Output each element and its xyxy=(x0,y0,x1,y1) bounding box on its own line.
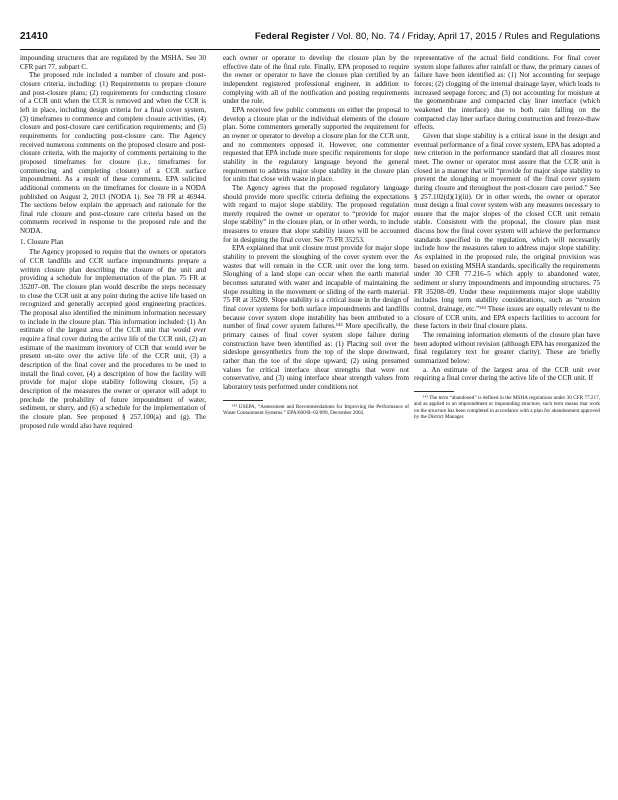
page-header xyxy=(20,29,600,45)
footnote-text: ¹⁴³ The term “abandoned” is defined in the MSHA regulations under 30 CFR 77.217, and as applied to an impoundment or impounding structure, such term means that work on the structure has been completed in accordance with a plan for abandonment approved by the District Manager. xyxy=(414,394,600,420)
paragraph: a. An estimate of the largest area of the CCR unit ever requiring a final cover during the active life of the CCR unit. If xyxy=(414,365,600,383)
page-number: 21410 xyxy=(20,31,48,42)
volume-info: / Vol. 80, No. 74 / Friday, April 17, 2015 / Rules and Regulations xyxy=(331,31,600,42)
paragraph: The remaining information elements of the closure plan have been adopted without revision (although EPA has reorganized the final regulatory text for greater clarity). These are briefly summarized below: xyxy=(414,331,600,365)
header-rule xyxy=(20,49,600,50)
paragraph: Given that slope stability is a critical issue in the design and eventual performance of a final cover system, EPA has adopted a new criterion in the performance standard that all closures must meet. The owner or operator must assure that the CCR unit is closed in a manner that will “provide for major slope stability to prevent the sloughing or movement of the final cover system during closure and throughout the post-closure care period.” See § 257.102(d)(1)(iii). Or in other words, the owner or operator must design a final cover system with any measures necessary to ensure that the major slopes of the closed CCR unit remain stable. Consistent with the proposal, the closure plan must discuss how the final cover system will achieve the performance standards specified in the regulation, which will necessarily include how the measures taken to address major slope stability. As explained in the proposed rule, the original provision was based on existing MSHA standards, specifically the requirements under 30 CFR 77.216–5 which apply to abandoned water, sediment or slurry impoundments and impounding structures. 75 FR 35208–09. Under these requirements major slope stability includes long term stability considerations, such as “erosion control, drainage, etc.”¹⁴³ These issues are equally relevant to the closure of CCR units, and EPA expects facilities to account for these factors in their final closure plans. xyxy=(414,131,600,331)
text-column-1 xyxy=(20,54,206,430)
paragraph: The proposed rule included a number of closure and post-closure criteria, including: (1) Requirements to prepare closure and post-closure plans; (2) requirements for conducting closure of a CCR unit when the CCR is removed and when the CCR is left in place, including design criteria for a final cover system, (3) timeframes to commence and complete closure activities, (4) closure and post-closure care certification requirements; and (5) requirements for conducting post-closure care. The Agency received numerous comments on the proposed closure and post-closure criteria, with the majority of comments pertaining to the proposed timeframes for closure (i.e., timeframes for commencing and completing closure) of a CCR surface impoundment. As a result of these comments, EPA solicited additional comments on the timeframes for closure in a NODA published on August 2, 2013 (NODA 1). See 78 FR at 46944. The sections below explain the approach and rationale for the final rule closure and post-closure care criteria based on the comments received in response to the proposed rule and the NODA. xyxy=(20,71,206,236)
section-heading: 1. Closure Plan xyxy=(20,237,64,246)
paragraph: EPA received few public comments on either the proposal to develop a closure plan or the individual elements of the closure plan. Some commenters generally supported the requirement for an owner or operator to develop a closure plan for the CCR unit, and no commenters opposed it. However, one commenter requested that EPA include more specific requirements for slope stability in the regulatory language beyond the general requirement to address major slope stability in the closure plan for units that close with waste in place. xyxy=(223,105,409,184)
paragraph: The Agency agrees that the proposed regulatory language should provide more specific criteria defining the expectations with regard to major slope stability. The proposed regulation merely required the owner or operator to “provide for major slope stability” in the closure plan, or in other words, to include measures to ensure that slope stability issues will be accounted for in designing the final cover. See 75 FR 35253. xyxy=(223,183,409,244)
footnote-rule xyxy=(223,400,263,401)
footnote xyxy=(223,404,409,417)
paragraph: impounding structures that are regulated by the MSHA. See 30 CFR part 77, subpart C. xyxy=(20,54,206,71)
footnote-text: ¹⁴² USEPA, “Assessment and Recommendations for Improving the Performance of Waste Containment Systems.” EPA/600/R–02/099, December 2002. xyxy=(223,403,409,416)
footnote-rule xyxy=(414,391,454,392)
paragraph: representative of the actual field conditions. For final cover system slope failures after rainfall or thaw, the primary causes of failure have been identified as: (1) Not accounting for seepage forces; (2) clogging of the internal drainage layer, which leads to increased seepage forces; and (3) not accounting for moisture at the geomembrane and compacted clay liner interface (which weakened the interface) due to both rain falling on the compacted clay liner surface during construction and freeze-thaw effects. xyxy=(414,54,600,132)
paragraph: each owner or operator to develop the closure plan by the effective date of the final rule. Finally, EPA proposed to require the owner or operator to have the closure plan certified by an independent registered professional engineer, in addition to complying with all of the notification and posting requirements under the rule. xyxy=(223,54,409,106)
text-column-3 xyxy=(414,54,600,420)
journal-title: Federal Register xyxy=(254,31,330,42)
text-column-2 xyxy=(223,54,409,416)
paragraph: EPA explained that unit closure must provide for major slope stability to prevent the sloughing of the cover system over the wastes that will remain in the CCR unit over the long term. Sloughing of a land slope can occur when the earth material becomes saturated with water and incapable of maintaining the slope resulting in the movement or sliding of the earth material. 75 FR at 35209. Slope stability is a critical issue in the design of final cover systems for both surface impoundments and landfills because cover system slope instability has been attributed to a number of final cover system failures.¹⁴² More specifically, the primary causes of final cover system slope failure during construction have been identified as: (1) Placing soil over the sideslope geosynthetics from the top of the slope downward, rather than the toe of the slope upward; (2) using presumed values for critical interface shear strengths that were not conservative, and (3) using interface shear strength values from laboratory tests performed under conditions not xyxy=(223,244,409,391)
footnote xyxy=(414,395,600,420)
running-head xyxy=(255,31,600,42)
paragraph: The Agency proposed to require that the owners or operators of CCR landfills and CCR surface impoundments prepare a written closure plan describing the closure of the unit and providing a schedule for implementation of the plan. 75 FR at 35207–08. The closure plan would describe the steps necessary to close the CCR unit at any point during the active life based on recognized and generally accepted good engineering practices. The proposal also identified the minimum information necessary to include in the closure plan. This information included: (1) An estimate of the largest area of the CCR unit that would ever require a final cover during the active life of the CCR unit, (2) an estimate of the maximum inventory of CCR that would ever be present on-site over the active life of the CCR unit, (3) a description of the final cover and the procedures to be used to install the final cover, (4) a description of how the facility will provide for major slope stability following closure, (5) a description of the measures the owner or operator will adopt to preclude the probability of future impoundment of water, sediment, or slurry, and (6) a schedule for the implementation of the closure plan. See proposed § 257.100(a) and (g). The proposed rule would also have required xyxy=(20,248,206,430)
